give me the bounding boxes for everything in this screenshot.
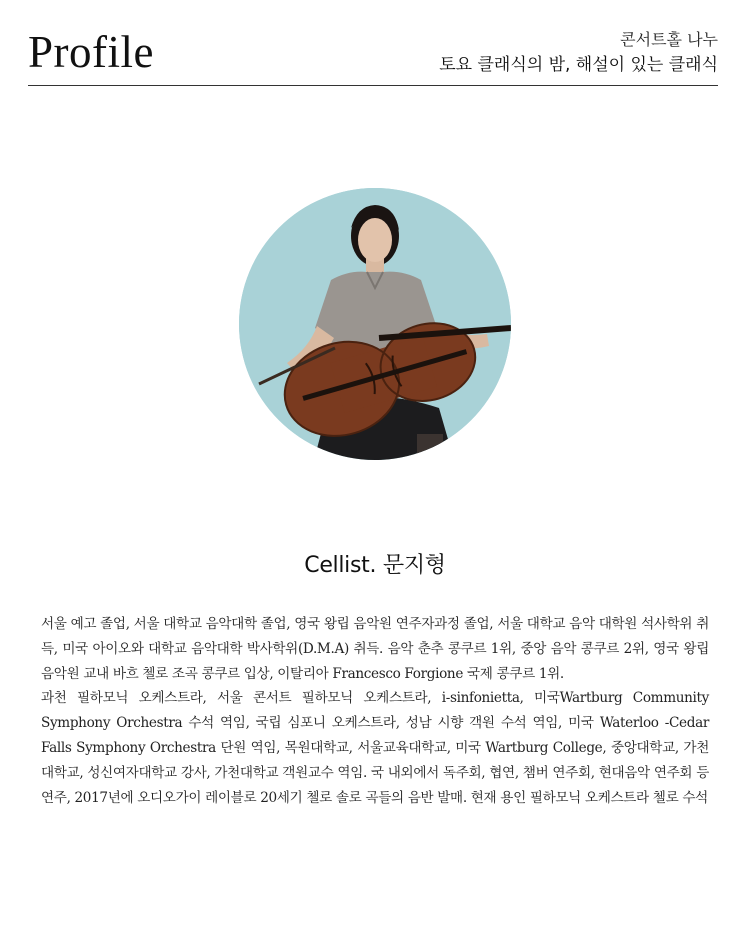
- bio-paragraph-career: 과천 필하모닉 오케스트라, 서울 콘서트 필하모닉 오케스트라, i-sinfonietta, 미국Wartburg Community Symphony Orchestra 수석 역임, 국립 심포니 오케스트라, 성남 시향 객원 수석 역임, 미국 Waterloo -Cedar Falls Symphony Orchestra 단원 역임, 목원대학교, 서울교육대학교, 미국 Wartburg College, 중앙대학교, 가천대학교, 성신여자대학교 강사, 가천대학교 객원교수 역임. 국 내외에서 독주회, 협연, 챔버 연주회, 현대음악 연주회 등 연주, 2017년에 오디오가이 레이블로 20세기 첼로 솔로 곡들의 음반 발매. 현재 용인 필하모닉 오케스트라 첼로 수석: [41, 690, 709, 806]
- venue-name: 콘서트홀 나누: [620, 30, 718, 49]
- cellist-illustration: [239, 188, 511, 460]
- artist-name: Cellist. 문지형: [304, 553, 446, 578]
- concert-info: [439, 30, 718, 78]
- artist-portrait: [239, 188, 511, 460]
- page-title: Profile: [28, 27, 154, 77]
- event-title: 토요 클래식의 밤, 해설이 있는 클래식: [439, 55, 718, 75]
- header-divider: [28, 85, 718, 86]
- artist-biography: [41, 612, 709, 810]
- bio-paragraph-education: 서울 예고 졸업, 서울 대학교 음악대학 졸업, 영국 왕립 음악원 연주자과정 졸업, 서울 대학교 음악 대학원 석사학위 취득, 미국 아이오와 대학교 음악대학 박사학위(D.M.A) 취득. 음악 춘추 콩쿠르 1위, 중앙 음악 콩쿠르 2위, 영국 왕립 음악원 교내 바흐 첼로 조곡 콩쿠르 입상, 이탈리아 Francesco Forgione 국제 콩쿠르 1위.: [41, 616, 709, 682]
